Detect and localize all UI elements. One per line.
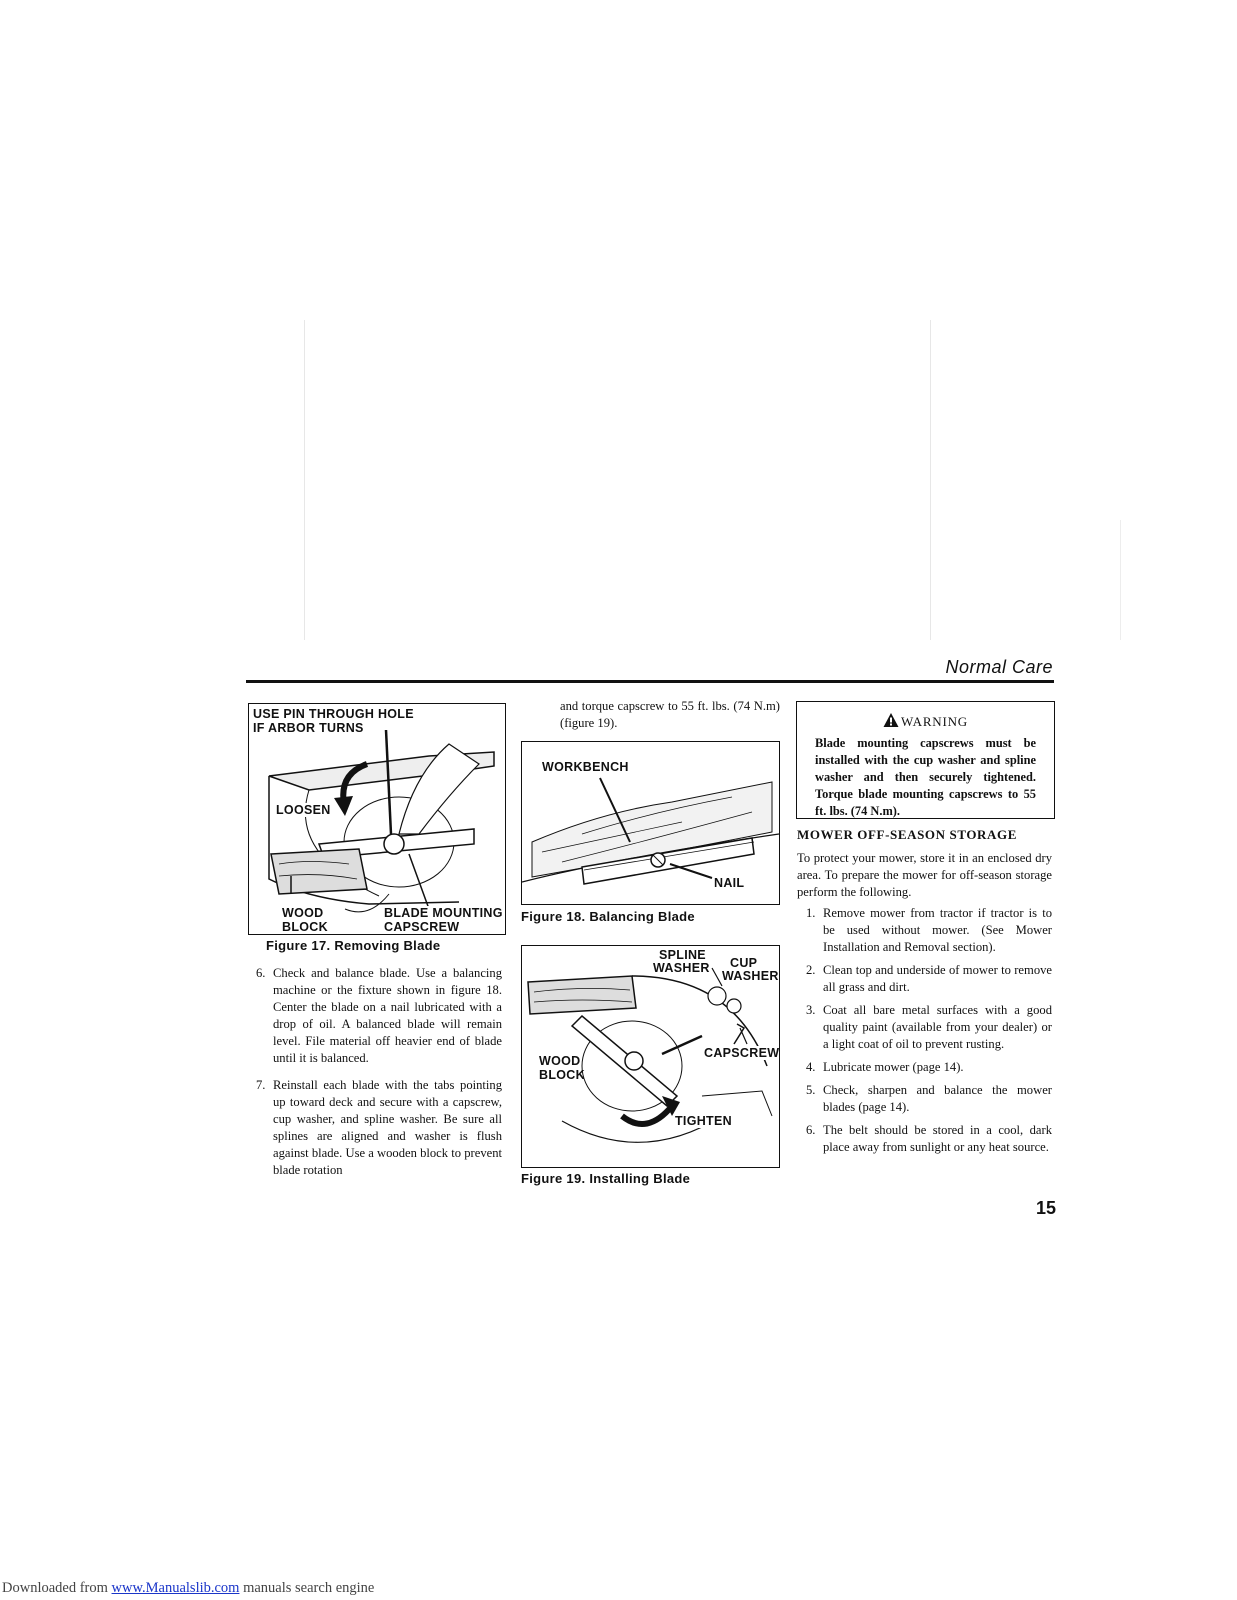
storage-title: MOWER OFF-SEASON STORAGE [797,827,1018,842]
figure-17-illustration [249,704,505,934]
storage-step-number: 5. [806,1083,816,1097]
fig17-callout-arbor: IF ARBOR TURNS [253,721,364,735]
warning-heading [797,712,1054,730]
storage-step-text: Check, sharpen and balance the mower blades (page 14). [823,1083,1052,1114]
storage-step [806,1002,1052,1053]
column-1-steps [256,965,502,1185]
warning-text: Blade mounting capscrews must be installed with the cup washer and spline washer and then securely tightened. Torque blade mounting capscrews to 55 ft. lbs. (74 N.m). [815,736,1036,818]
manualslib-link[interactable]: www.Manualslib.com [111,1580,240,1596]
storage-step-number: 4. [806,1060,816,1074]
storage-step-text: The belt should be stored in a cool, dark place away from sunlight or any heat source. [823,1123,1052,1154]
fig17-label-loosen: LOOSEN [276,803,331,817]
footer-suffix: manuals search engine [239,1580,375,1596]
warning-triangle-icon [883,712,899,728]
storage-steps [806,905,1052,1162]
storage-step-number: 2. [806,963,816,977]
storage-step-number: 6. [806,1123,816,1137]
download-footer [2,1580,374,1597]
scan-speck [304,320,305,640]
storage-step-list [806,905,1052,1156]
storage-step-number: 3. [806,1003,816,1017]
storage-step-text: Lubricate mower (page 14). [823,1060,964,1074]
storage-intro: To protect your mower, store it in an enclosed dry area. To prepare the mower for off-season storage perform the following. [797,851,1052,899]
section-title: Normal Care [945,657,1053,677]
figure-18-caption: Figure 18. Balancing Blade [521,909,695,924]
figure-18 [521,741,780,905]
figure-19-caption: Figure 19. Installing Blade [521,1171,691,1186]
column-2-continued: and torque capscrew to 55 ft. lbs. (74 N.m) (figure 19). [560,699,780,730]
scan-speck [930,320,931,640]
fig17-label-wood: WOOD [282,906,324,920]
figure-17 [248,703,506,935]
page-number: 15 [1036,1198,1057,1218]
fig19-label-capscrew: CAPSCREW [704,1046,780,1060]
fig19-label-block: BLOCK [539,1068,585,1082]
storage-step-number: 1. [806,906,816,920]
fig19-label-wood: WOOD [539,1054,581,1068]
fig19-label-spline-washer: WASHER [653,961,710,975]
fig17-label-capscrew: CAPSCREW [384,920,460,934]
fig17-callout-pin: USE PIN THROUGH HOLE [253,707,414,721]
storage-step [806,1122,1052,1156]
scan-speck [1120,520,1121,640]
fig17-label-block: BLOCK [282,920,328,934]
figure-17-caption: Figure 17. Removing Blade [266,938,441,953]
header-rule [246,680,1054,683]
step-7: 7. Reinstall each blade with the tabs pointing up toward deck and secure with a capscrew, cup washer, and spline washer. Be sure all splines are aligned and washer is flush against blade. Use a wooden block to prevent blade rotation [256,1078,502,1177]
storage-step-text: Coat all bare metal surfaces with a good quality paint (available from your dealer) or a light coat of oil to prevent rusting. [823,1003,1052,1051]
footer-prefix: Downloaded from [2,1580,112,1596]
warning-box [796,701,1055,819]
fig18-label-workbench: WORKBENCH [542,760,629,774]
step-6: 6. Check and balance blade. Use a balancing machine or the fixture shown in figure 18. Center the blade on a nail lubricated with a drop of oil. A balanced blade will remain level. File material off heavier end of blade until it is balanced. [256,966,502,1065]
fig19-label-tighten: TIGHTEN [675,1114,732,1128]
fig19-label-spline: SPLINE [659,948,706,962]
storage-step [806,1059,1052,1076]
storage-step [806,905,1052,956]
fig18-label-nail: NAIL [714,876,745,890]
warning-heading-text: WARNING [901,714,968,729]
storage-step-text: Clean top and underside of mower to remove all grass and dirt. [823,963,1052,994]
storage-step-text: Remove mower from tractor if tractor is to be used without mower. (See Mower Installation and Removal section). [823,906,1052,954]
fig17-label-blade-mounting: BLADE MOUNTING [384,906,503,920]
storage-step [806,1082,1052,1116]
storage-step [806,962,1052,996]
fig19-label-cup-washer: WASHER [722,969,779,983]
fig19-label-cup: CUP [730,956,758,970]
figure-19 [521,945,780,1168]
